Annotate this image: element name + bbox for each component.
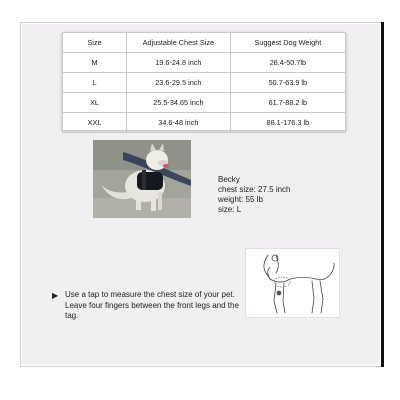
frame-top-edge bbox=[20, 22, 384, 23]
weight-line bbox=[218, 195, 291, 205]
measurement-instruction bbox=[52, 290, 242, 322]
chest-measurement-diagram bbox=[245, 248, 340, 318]
header-dog-weight: Suggest Dog Weight bbox=[230, 33, 345, 53]
cell-weight: 61.7-88.2 lb bbox=[230, 93, 345, 113]
example-dog-info bbox=[218, 175, 291, 215]
dog-photo-illustration bbox=[93, 140, 191, 218]
frame-right-border bbox=[381, 22, 384, 367]
cell-weight: 88.1-176.3 lb bbox=[230, 113, 345, 133]
measuring-dog-chest-illustration bbox=[246, 249, 339, 317]
dog-wearing-harness-photo bbox=[93, 140, 191, 218]
instruction-text: Use a tap to measure the chest size of your pet. Leave four fingers between the front legs and the tag. bbox=[65, 290, 239, 320]
cell-size: L bbox=[63, 73, 127, 93]
triangle-right-icon: ▶ bbox=[52, 291, 59, 300]
header-size: Size bbox=[63, 33, 127, 53]
cell-chest: 34.6-48 inch bbox=[127, 113, 231, 133]
weight-value: 55 lb bbox=[245, 195, 263, 204]
table-row bbox=[63, 113, 346, 133]
table-row bbox=[63, 53, 346, 73]
chest-size-line bbox=[218, 185, 291, 195]
size-table bbox=[62, 32, 346, 133]
table-header-row bbox=[63, 33, 346, 53]
cell-chest: 25.5-34.65 inch bbox=[127, 93, 231, 113]
cell-size: XL bbox=[63, 93, 127, 113]
weight-label: weight: bbox=[218, 195, 244, 204]
cell-weight: 50.7-63.9 lb bbox=[230, 73, 345, 93]
size-value: L bbox=[236, 205, 242, 214]
cell-chest: 19.6-24.8 inch bbox=[127, 53, 231, 73]
cell-size: M bbox=[63, 53, 127, 73]
size-label: size: bbox=[218, 205, 235, 214]
header-chest-size: Adjustable Chest Size bbox=[127, 33, 231, 53]
dog-name: Becky bbox=[218, 175, 240, 184]
table-row bbox=[63, 73, 346, 93]
cell-weight: 26.4-50.7lb bbox=[230, 53, 345, 73]
frame-left-edge bbox=[20, 22, 21, 366]
cell-chest: 23.6-29.5 inch bbox=[127, 73, 231, 93]
size-chart bbox=[62, 32, 346, 130]
size-line bbox=[218, 205, 291, 215]
frame-bottom-edge bbox=[20, 366, 384, 367]
cell-size: XXL bbox=[63, 113, 127, 133]
table-row bbox=[63, 93, 346, 113]
chest-size-value: 27.5 inch bbox=[258, 185, 291, 194]
chest-size-label: chest size: bbox=[218, 185, 256, 194]
